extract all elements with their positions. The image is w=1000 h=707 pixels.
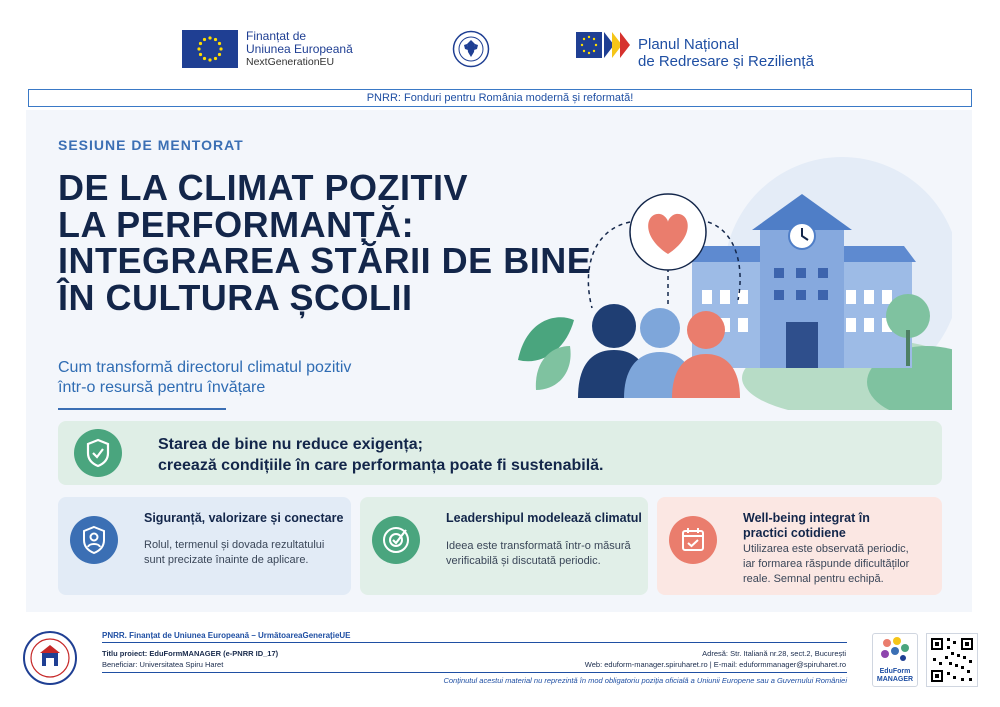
card-title-line1: Well-being integrat în (743, 511, 870, 525)
footer-address: Adresă: Str. Italiană nr.28, sect.2, București (702, 649, 846, 658)
pnrr-logo-icon (576, 28, 634, 64)
kicker: SESIUNE DE MENTORAT (58, 137, 244, 153)
card-wellbeing (657, 497, 942, 595)
card-body (446, 539, 631, 569)
title-line: LA PERFORMANȚĂ: (58, 203, 415, 245)
card-title: Siguranță, valorizare și conectare (144, 511, 344, 525)
title-line: ÎN CULTURA ȘCOLII (58, 276, 413, 318)
title-line: DE LA CLIMAT POZITIV (58, 167, 468, 208)
banner-line2: creează condițiile în care performanța poate fi sustenabilă. (158, 457, 604, 474)
pnrr-text (638, 36, 814, 70)
footer-web-email: Web: eduform-manager.spiruharet.ro | E-mail: eduformmanager@spiruharet.ro (584, 660, 846, 669)
header-logos (0, 0, 1000, 82)
card-body-line: Ideea este transformată într-o măsură (446, 540, 631, 552)
person-blue-head (640, 308, 680, 348)
footer-contact-info (585, 648, 846, 670)
card-body-line: iar formarea răspunde dificultăților (743, 558, 910, 570)
card-title: Leadershipul modelează climatul (446, 511, 642, 525)
eduform-line2: MANAGER (876, 675, 914, 683)
school-illustration (512, 150, 952, 410)
person-navy-head (592, 304, 636, 348)
footer-divider (102, 672, 847, 673)
title-line: INTEGRAREA STĂRII DE BINE (58, 240, 592, 281)
eduform-manager-logo (872, 633, 918, 687)
school-door (786, 322, 818, 368)
card-body-line: reale. Semnal pentru echipă. (743, 573, 884, 585)
project-value: EduFormMANAGER (e-PNRR ID_17) (149, 649, 279, 658)
eu-line1: Finanțat de (246, 29, 307, 43)
footer-disclaimer: Conținutul acestui material nu reprezintă în mod obligatoriu poziția oficială a Uniunii Europene sau a Guvernului României (443, 676, 847, 685)
eu-flag-icon (182, 30, 238, 68)
romanian-government-seal-icon (452, 30, 490, 68)
beneficiary-label: Beneficiar: (102, 660, 138, 669)
subtitle-line1: Cum transformă directorul climatul pozitiv (58, 359, 352, 376)
footer-project-info (102, 648, 278, 670)
eu-funding-text (246, 30, 353, 69)
card-body-line: Rolul, termenul și dovada rezultatului (144, 539, 325, 551)
footer-funding-line: PNRR. Finanțat de Uniunea Europeană – UrmătoareaGenerațieUE (102, 631, 351, 640)
target-check-icon (372, 516, 420, 564)
person-coral-head (687, 311, 725, 349)
eu-line2: Uniunea Europeană (246, 42, 353, 56)
card-body (743, 542, 909, 587)
eu-line3: NextGenerationEU (246, 56, 335, 68)
card-title (743, 511, 870, 541)
beneficiary-value: Universitatea Spiru Haret (139, 660, 224, 669)
eduform-line1: EduForm (879, 668, 911, 675)
card-safety (58, 497, 351, 595)
eduform-dots-icon (873, 634, 917, 664)
card-body (144, 538, 324, 568)
subtitle (58, 358, 351, 398)
banner-line1: Starea de bine nu reduce exigența; (158, 436, 423, 453)
subtitle-divider (58, 408, 226, 410)
pnrr-line1: Planul Național (638, 36, 739, 53)
shield-person-icon (70, 516, 118, 564)
footer-divider (102, 642, 847, 643)
banner-text (158, 434, 603, 476)
project-label: Titlu proiect: (102, 649, 148, 658)
pnrr-line2: de Redresare și Reziliență (638, 53, 814, 70)
card-body-line: sunt precizate înainte de aplicare. (144, 554, 309, 566)
subtitle-line2: într-o resursă pentru învățare (58, 379, 266, 396)
card-body-line: verificabilă și discutată periodic. (446, 555, 601, 567)
card-title-line2: practici cotidiene (743, 526, 846, 540)
calendar-check-icon (669, 516, 717, 564)
card-body-line: Utilizarea este observată periodic, (743, 543, 909, 555)
university-seal-icon (22, 630, 78, 686)
card-leadership (360, 497, 648, 595)
shield-check-icon (74, 429, 122, 477)
eduform-text (873, 668, 917, 683)
slogan-banner: PNRR: Fonduri pentru România modernă și reformată! (28, 89, 972, 107)
qr-code-icon[interactable] (926, 633, 978, 687)
key-message-banner (58, 421, 942, 485)
